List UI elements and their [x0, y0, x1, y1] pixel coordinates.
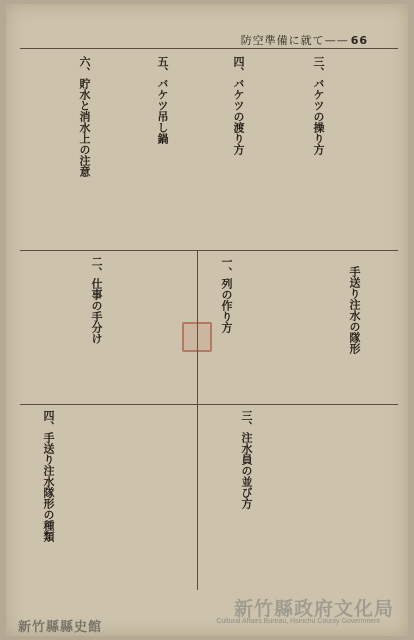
text-relay — [238, 256, 346, 400]
watermark-title: 新竹縣政府文化局 — [233, 598, 394, 620]
text-bottom-right — [274, 410, 398, 588]
text-crew-intro — [110, 256, 194, 400]
running-header — [241, 32, 368, 48]
heading-bucket-pass: 四、バケツの渡り方 — [232, 56, 245, 155]
heading-posture: 三、注水員の並び方 — [240, 410, 253, 509]
heading-crew-duties: 二、仕事の手分け — [90, 256, 103, 344]
running-title: 防空準備に就て — [240, 34, 325, 47]
upper-divider — [20, 250, 398, 251]
watermark-subtitle: Cultural Affairs Bureau, Hsinchu County Government — [216, 618, 380, 625]
title-dash: —— — [324, 34, 349, 47]
text-relay-continued — [378, 256, 398, 400]
page-number: 66 — [350, 34, 368, 47]
text-bucket-method — [250, 56, 310, 246]
text-posture-right — [202, 410, 238, 588]
document-page — [6, 4, 408, 636]
heading-bucket-method: 三、バケツの操り方 — [312, 56, 325, 155]
text-tanks — [22, 56, 76, 246]
heading-formation: 一、列の作り方 — [220, 256, 233, 333]
heading-tanks: 六、貯水と消水上の注意 — [78, 56, 91, 177]
text-crew-duties — [22, 256, 88, 400]
text-bottom-left — [62, 410, 192, 588]
intro-text — [336, 56, 392, 246]
text-bucket-hook — [94, 56, 154, 246]
archive-seal: 新竹縣縣史館 — [18, 620, 103, 635]
heading-ladder: 四、手送り注水隊形の種類 — [42, 410, 55, 542]
lower-divider — [20, 404, 398, 405]
bottom-column-divider — [197, 404, 198, 590]
heading-bucket-hook: 五、バケツ吊し鍋 — [156, 56, 169, 144]
text-bucket-pass — [174, 56, 230, 246]
header-rule — [20, 48, 398, 49]
heading-relay: 手送り注水の隊形 — [348, 266, 361, 354]
